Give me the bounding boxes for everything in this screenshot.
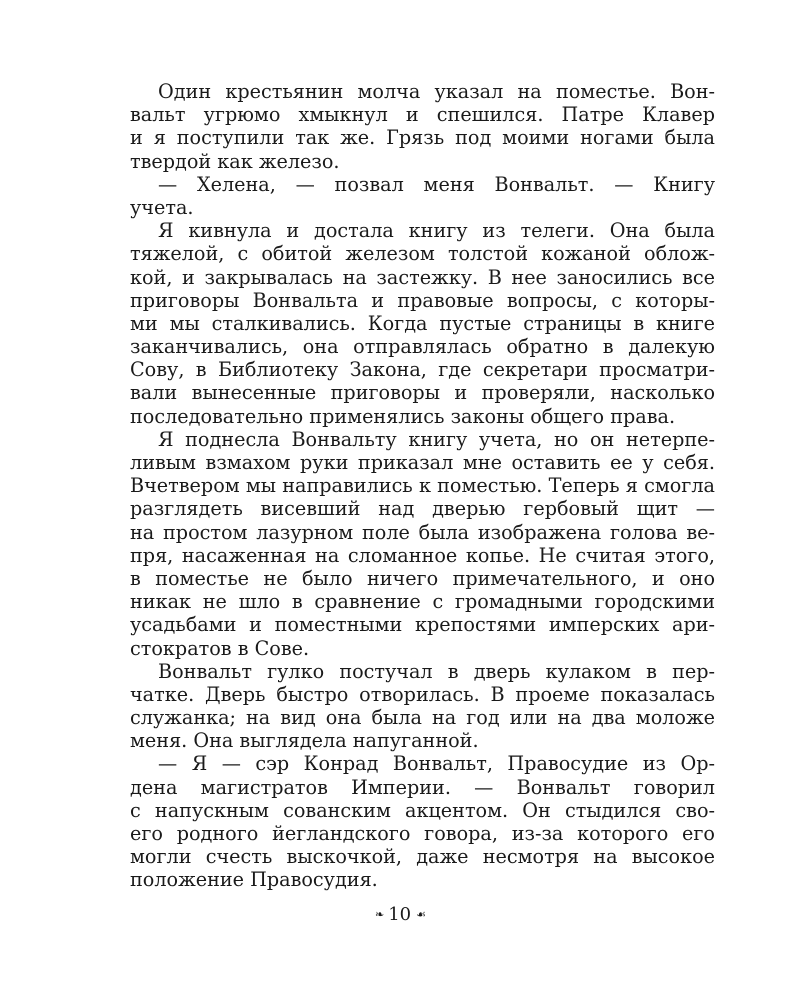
paragraph xyxy=(130,752,715,891)
text-line: положение Правосудия. xyxy=(130,868,378,892)
body-text xyxy=(130,80,715,892)
text-line: тяжелой, с обитой железом толстой кожаной облож- xyxy=(130,242,715,266)
text-line: и я поступили так же. Грязь под моими ногами была xyxy=(130,126,715,150)
text-line: чатке. Дверь быстро отворилась. В проеме показалась xyxy=(130,682,715,706)
text-line: служанка; на вид она была на год или на два моложе xyxy=(130,706,715,730)
text-line: разглядеть висевший над дверью гербовый щит — xyxy=(130,497,715,521)
page-footer xyxy=(0,903,800,927)
text-line: — Я — сэр Конрад Вонвальт, Правосудие из Ор- xyxy=(158,752,715,776)
text-line: меня. Она выглядела напуганной. xyxy=(130,729,479,753)
text-line: ливым взмахом руки приказал мне оставить ее у себя. xyxy=(130,451,715,474)
paragraph xyxy=(130,219,715,428)
text-line: вали вынесенные приговоры и проверяли, насколько xyxy=(130,381,715,405)
text-line: учета. xyxy=(130,195,194,219)
text-line: с напускным сованским акцентом. Он стыдился сво- xyxy=(130,798,715,822)
text-line: заканчивались, она отправлялась обратно в далекую xyxy=(130,335,715,359)
paragraph xyxy=(130,660,715,753)
text-line: никак не шло в сравнение с громадными городскими xyxy=(130,590,715,614)
text-line: Я поднесла Вонвальту книгу учета, но он нетерпе- xyxy=(158,427,715,451)
text-line: приговоры Вонвальта и правовые вопросы, с которы- xyxy=(130,288,715,312)
text-line: последовательно применялись законы общего права. xyxy=(130,404,676,428)
text-line: Один крестьянин молча указал на поместье. Вон- xyxy=(158,80,715,103)
text-line: в поместье не было ничего примечательного, и оно xyxy=(130,566,715,590)
page-number: 10 xyxy=(388,904,412,925)
text-line: кой, и закрывалась на застежку. В нее заносились все xyxy=(130,265,715,289)
text-line: — Хелена, — позвал меня Вонвальт. — Книгу xyxy=(158,172,715,196)
text-line: дена магистратов Империи. — Вонвальт говорил xyxy=(130,775,715,799)
paragraph xyxy=(130,80,715,173)
text-line: вальт угрюмо хмыкнул и спешился. Патре Клавер xyxy=(130,103,715,127)
text-line: Вчетвером мы направились к поместью. Теперь я смогла xyxy=(130,474,715,498)
text-line: могли счесть выскочкой, даже несмотря на высокое xyxy=(130,845,715,869)
text-line: стократов в Сове. xyxy=(130,636,310,660)
text-line: твердой как железо. xyxy=(130,149,340,173)
text-line: пря, насаженная на сломанное копье. Не считая этого, xyxy=(130,543,715,567)
paragraph xyxy=(130,428,715,660)
text-line: Вонвальт гулко постучал в дверь кулаком в пер- xyxy=(158,659,715,683)
text-line: усадьбами и поместными крепостями имперских ари- xyxy=(130,613,715,637)
right-ornament-icon: ☙ xyxy=(416,908,425,921)
text-line: Я кивнула и достала книгу из телеги. Она была xyxy=(158,219,715,243)
text-line: его родного йегландского говора, из-за которого его xyxy=(130,822,715,845)
left-ornament-icon: ❧ xyxy=(375,908,384,921)
text-line: ми мы сталкивались. Когда пустые страницы в книге xyxy=(130,311,715,335)
text-line: Сову, в Библиотеку Закона, где секретари просматри- xyxy=(130,358,715,382)
text-line: на простом лазурном поле была изображена голова ве- xyxy=(130,520,715,544)
paragraph xyxy=(130,173,715,219)
